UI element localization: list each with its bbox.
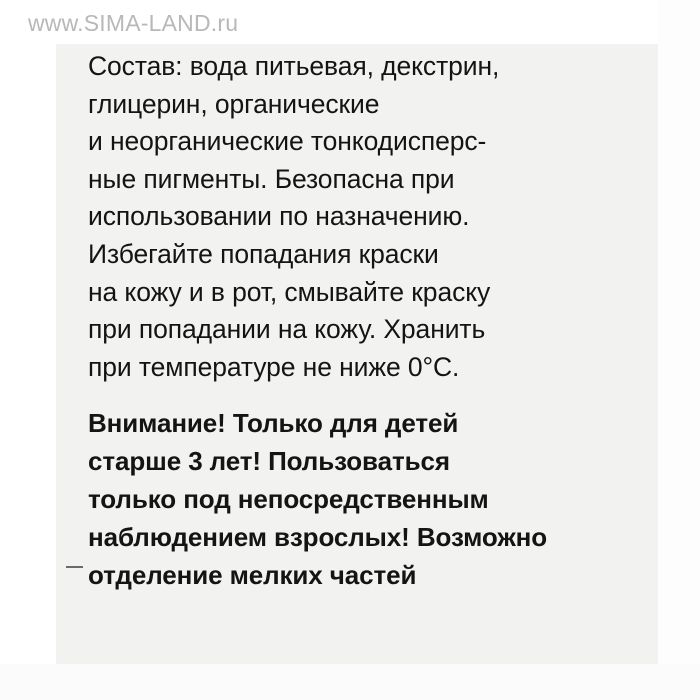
label-text-block — [88, 48, 600, 594]
composition-line: ные пигменты. Безопасна при — [88, 163, 455, 194]
warning-paragraph — [88, 404, 600, 594]
watermark-text: www.SIMA-LAND.ru — [28, 10, 239, 36]
warning-line: только под непосредственным — [88, 484, 489, 515]
label-tick-mark — [66, 566, 83, 568]
composition-line: глицерин, органические — [88, 88, 380, 119]
composition-line: при температуре не ниже 0°С. — [88, 351, 460, 382]
composition-line: и неорганические тонкодисперс- — [88, 126, 487, 157]
warning-line: наблюдением взрослых! Возможно — [88, 522, 548, 553]
label-edge-left — [0, 0, 56, 700]
composition-line: при попадании на кожу. Хранить — [88, 314, 486, 345]
label-edge-bottom — [0, 664, 700, 700]
warning-line: старше 3 лет! Пользоваться — [88, 446, 450, 477]
composition-line: использовании по назначению. — [88, 201, 470, 232]
warning-line: отделение мелких частей — [88, 560, 417, 591]
warning-line: Внимание! Только для детей — [88, 408, 459, 439]
composition-line: Избегайте попадания краски — [88, 238, 439, 269]
composition-line: Состав: вода питьевая, декстрин, — [88, 51, 500, 81]
composition-line: на кожу и в рот, смывайте краску — [88, 276, 491, 307]
label-edge-right — [658, 0, 700, 700]
composition-paragraph — [88, 48, 600, 386]
